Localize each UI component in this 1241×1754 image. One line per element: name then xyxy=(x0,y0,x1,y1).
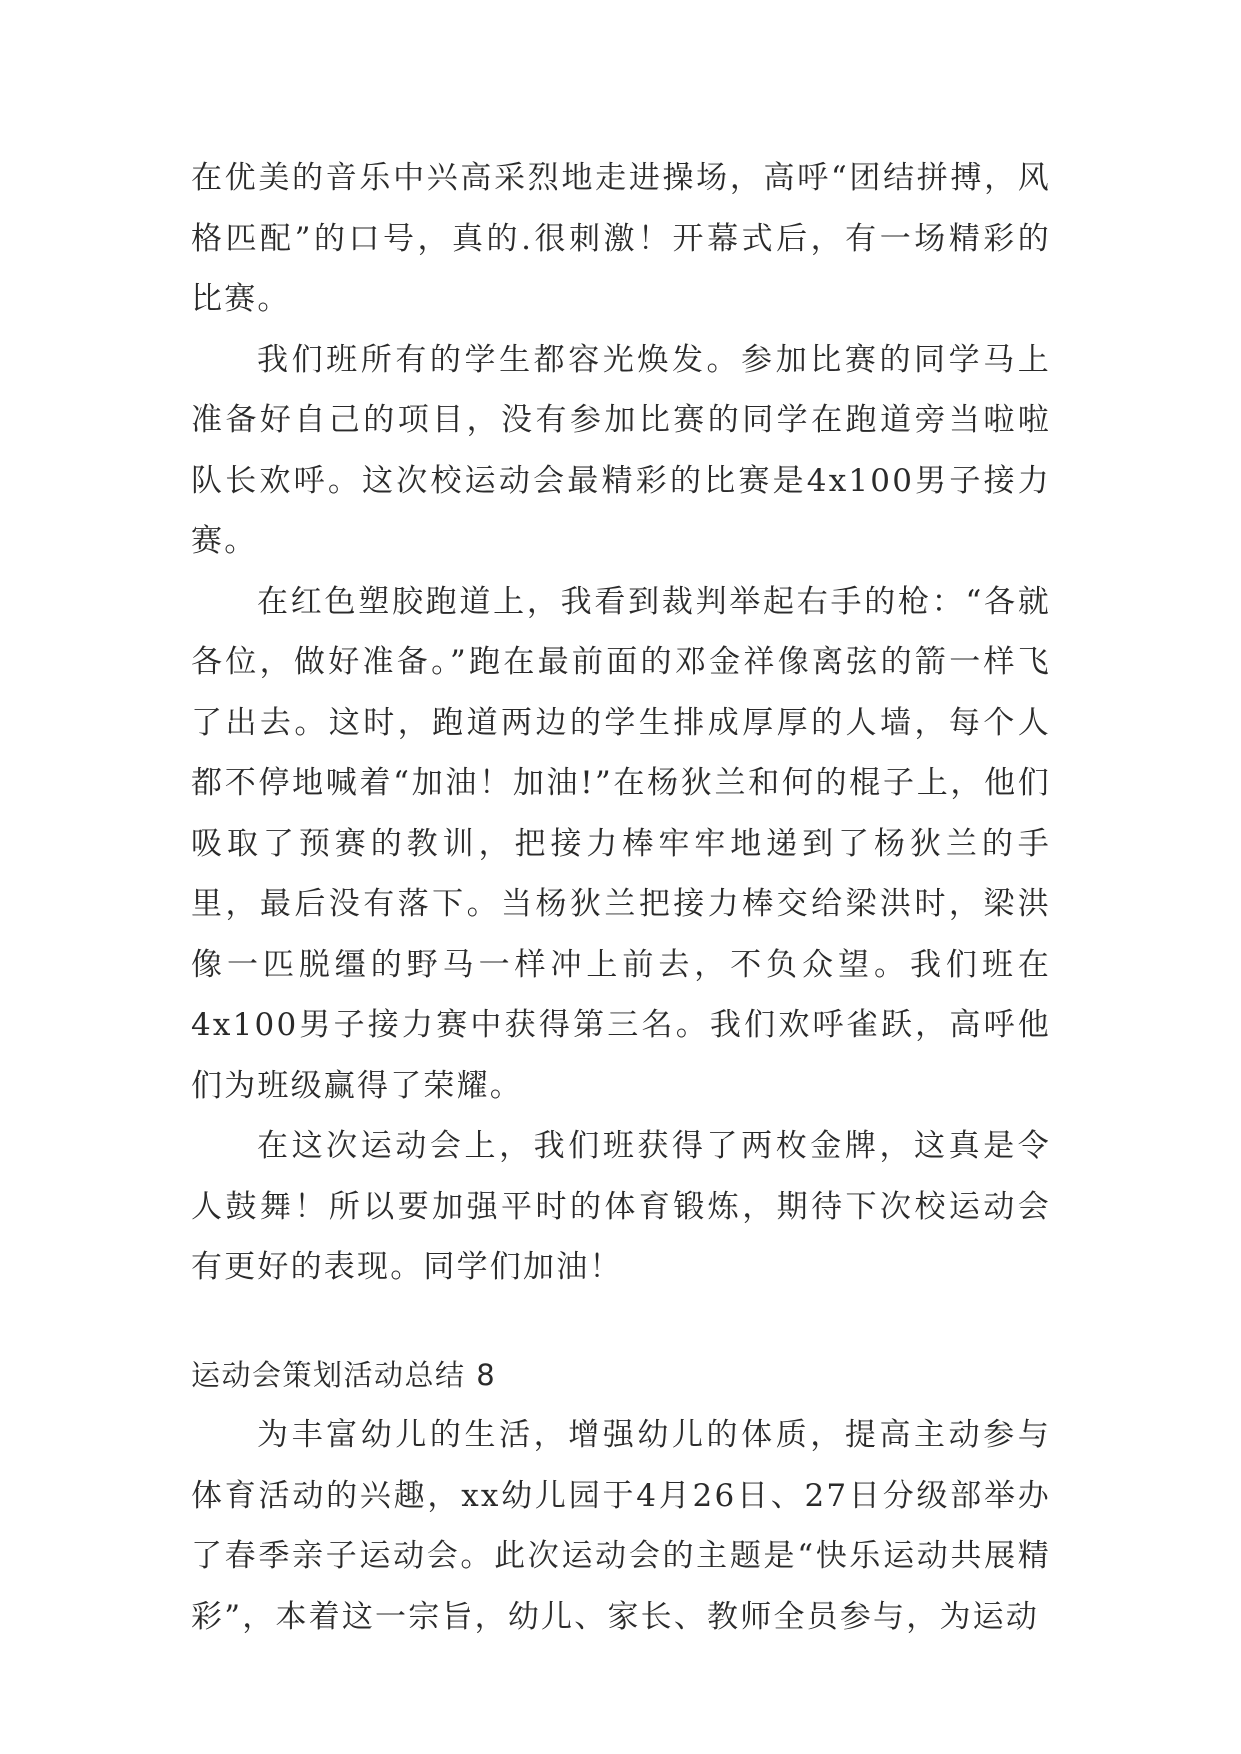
paragraph-kindergarten-intro: 为丰富幼儿的生活，增强幼儿的体质，提高主动参与体育活动的兴趣，xx幼儿园于4月26日、27日分级部举办了春季亲子运动会。此次运动会的主题是“快乐运动共展精彩”，本着这一宗旨，幼儿、家长、教师全员参与，为运动 xyxy=(191,1417,1051,1635)
paragraph-conclusion: 在这次运动会上，我们班获得了两枚金牌，这真是令人鼓舞！所以要加强平时的体育锻炼，期待下次校运动会有更好的表现。同学们加油！ xyxy=(191,1128,1051,1285)
paragraph-opening-ceremony: 在优美的音乐中兴高采烈地走进操场，高呼“团结拼搏，风格匹配”的口号，真的.很刺激！开幕式后，有一场精彩的比赛。 xyxy=(191,160,1051,317)
document-body xyxy=(191,148,1051,1647)
paragraph-relay-race: 在红色塑胶跑道上，我看到裁判举起右手的枪：“各就各位，做好准备。”跑在最前面的邓金祥像离弦的箭一样飞了出去。这时，跑道两边的学生排成厚厚的人墙，每个人都不停地喊着“加油！加油!”在杨狄兰和何的棍子上，他们吸取了预赛的教训，把接力棒牢牢地递到了杨狄兰的手里，最后没有落下。当杨狄兰把接力棒交给梁洪时，梁洪像一匹脱缰的野马一样冲上前去，不负众望。我们班在4x100男子接力赛中获得第三名。我们欢呼雀跃，高呼他们为班级赢得了荣耀。 xyxy=(191,583,1051,1104)
section-title: 运动会策划活动总结 8 xyxy=(191,1357,497,1392)
paragraph-class-spirit: 我们班所有的学生都容光焕发。参加比赛的同学马上准备好自己的项目，没有参加比赛的同学在跑道旁当啦啦队长欢呼。这次校运动会最精彩的比赛是4x100男子接力赛。 xyxy=(191,341,1051,559)
